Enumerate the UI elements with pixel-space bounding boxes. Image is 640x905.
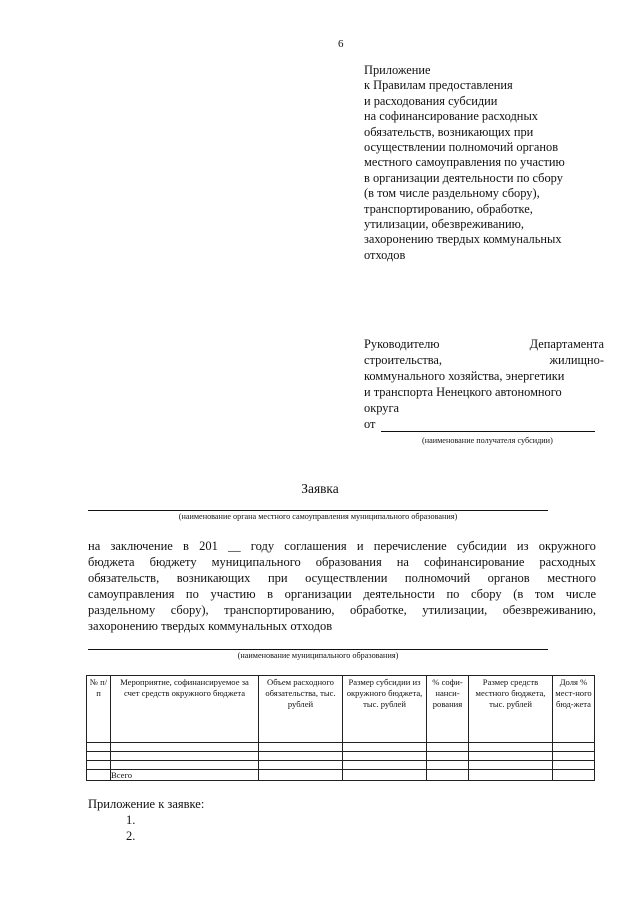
appendix-line: захоронению твердых коммунальных — [364, 232, 562, 247]
table-header-cell: № п/п — [87, 676, 111, 743]
total-label: Всего — [111, 770, 259, 781]
recipient-field-line[interactable] — [381, 419, 595, 432]
table-header-cell: Объем расходного обязательства, тыс. рублей — [259, 676, 343, 743]
table-header-cell: Мероприятие, софинансируемое за счет средств окружного бюджета — [111, 676, 259, 743]
paragraph-line: бюджета бюджету муниципального образования на софинансирование расходных — [88, 555, 596, 569]
table-cell[interactable] — [111, 743, 259, 752]
appendix-line: обязательств, возникающих при — [364, 124, 534, 139]
table-header-cell: % софи-нанси-рования — [427, 676, 469, 743]
table-cell[interactable] — [553, 770, 595, 781]
addressee-text: и транспорта Ненецкого автономного — [364, 385, 562, 399]
attachment-item: 2. — [126, 829, 136, 843]
budget-table — [86, 675, 595, 781]
table-cell[interactable] — [427, 743, 469, 752]
recipient-caption: (наименование получателя субсидии) — [422, 436, 553, 445]
addressee-text: Департамента — [529, 337, 604, 351]
table-cell[interactable] — [469, 761, 553, 770]
table-header-cell: Размер средств местного бюджета, тыс. рублей — [469, 676, 553, 743]
appendix-line: (в том числе раздельному сбору), — [364, 186, 540, 201]
table-cell[interactable] — [87, 770, 111, 781]
addressee-block — [364, 336, 604, 449]
addressee-text: Руководителю — [364, 337, 440, 351]
appendix-line: осуществлении полномочий органов — [364, 140, 559, 155]
addressee-text: строительства, — [364, 353, 443, 367]
table-cell[interactable] — [87, 752, 111, 761]
table-cell[interactable] — [259, 770, 343, 781]
paragraph-line: обязательств, возникающих при осуществлении полномочий органов местного — [88, 571, 596, 585]
appendix-line: на софинансирование расходных — [364, 109, 538, 124]
table-cell[interactable] — [427, 770, 469, 781]
table-cell[interactable] — [87, 743, 111, 752]
appendix-line: в организации деятельности по сбору — [364, 170, 563, 185]
appendix-heading — [364, 63, 604, 263]
table-cell[interactable] — [343, 770, 427, 781]
table-cell[interactable] — [427, 761, 469, 770]
paragraph-line: раздельному сбору), транспортированию, обработке, утилизации, обезвреживанию, — [88, 603, 596, 617]
org-field-line[interactable] — [88, 510, 548, 511]
appendix-line: отходов — [364, 247, 406, 262]
table-cell[interactable] — [469, 770, 553, 781]
municipality-caption: (наименование муниципального образования) — [237, 651, 399, 660]
table-cell[interactable] — [343, 761, 427, 770]
table-header-row — [87, 676, 595, 743]
request-paragraph — [88, 538, 596, 634]
paragraph-line: захоронению твердых коммунальных отходов — [88, 619, 333, 633]
table-cell[interactable] — [259, 761, 343, 770]
paragraph-line: на заключение в 201 __ году соглашения и перечисление субсидии из окружного — [88, 539, 596, 553]
table-header-cell: Размер субсидии из окружного бюджета, тыс. рублей — [343, 676, 427, 743]
table-row — [87, 743, 595, 752]
appendix-line: транспортированию, обработке, — [364, 201, 533, 216]
appendix-line: и расходования субсидии — [364, 93, 498, 108]
addressee-text: жилищно- — [549, 353, 604, 367]
addressee-text: округа — [364, 401, 400, 415]
table-cell[interactable] — [553, 752, 595, 761]
table-total-row — [87, 770, 595, 781]
page-number: 6 — [338, 38, 344, 50]
table-cell[interactable] — [87, 761, 111, 770]
table-cell[interactable] — [343, 752, 427, 761]
appendix-line: к Правилам предоставления — [364, 78, 513, 93]
from-label: от — [364, 417, 376, 431]
table-row — [87, 752, 595, 761]
table-cell[interactable] — [111, 752, 259, 761]
municipality-field-line[interactable] — [88, 649, 548, 650]
table-header-cell: Доля % мест-ного бюд-жета — [553, 676, 595, 743]
attachments-title: Приложение к заявке: — [88, 797, 205, 811]
table-cell[interactable] — [111, 761, 259, 770]
attachments-block — [88, 796, 204, 844]
table-cell[interactable] — [259, 743, 343, 752]
table-row — [87, 761, 595, 770]
appendix-line: утилизации, обезвреживанию, — [364, 217, 524, 232]
table-cell[interactable] — [259, 752, 343, 761]
table-cell[interactable] — [343, 743, 427, 752]
paragraph-line: самоуправления по участию в организации деятельности по сбору (в том числе — [88, 587, 596, 601]
table-cell[interactable] — [469, 743, 553, 752]
table-cell[interactable] — [553, 743, 595, 752]
appendix-line: местного самоуправления по участию — [364, 155, 565, 170]
org-caption: (наименование органа местного самоуправления муниципального образования) — [178, 512, 458, 521]
table-cell[interactable] — [427, 752, 469, 761]
table-cell[interactable] — [469, 752, 553, 761]
attachment-item: 1. — [126, 813, 136, 827]
table-cell[interactable] — [553, 761, 595, 770]
appendix-line: Приложение — [364, 63, 431, 77]
document-title: Заявка — [301, 481, 339, 496]
addressee-text: коммунального хозяйства, энергетики — [364, 369, 565, 383]
